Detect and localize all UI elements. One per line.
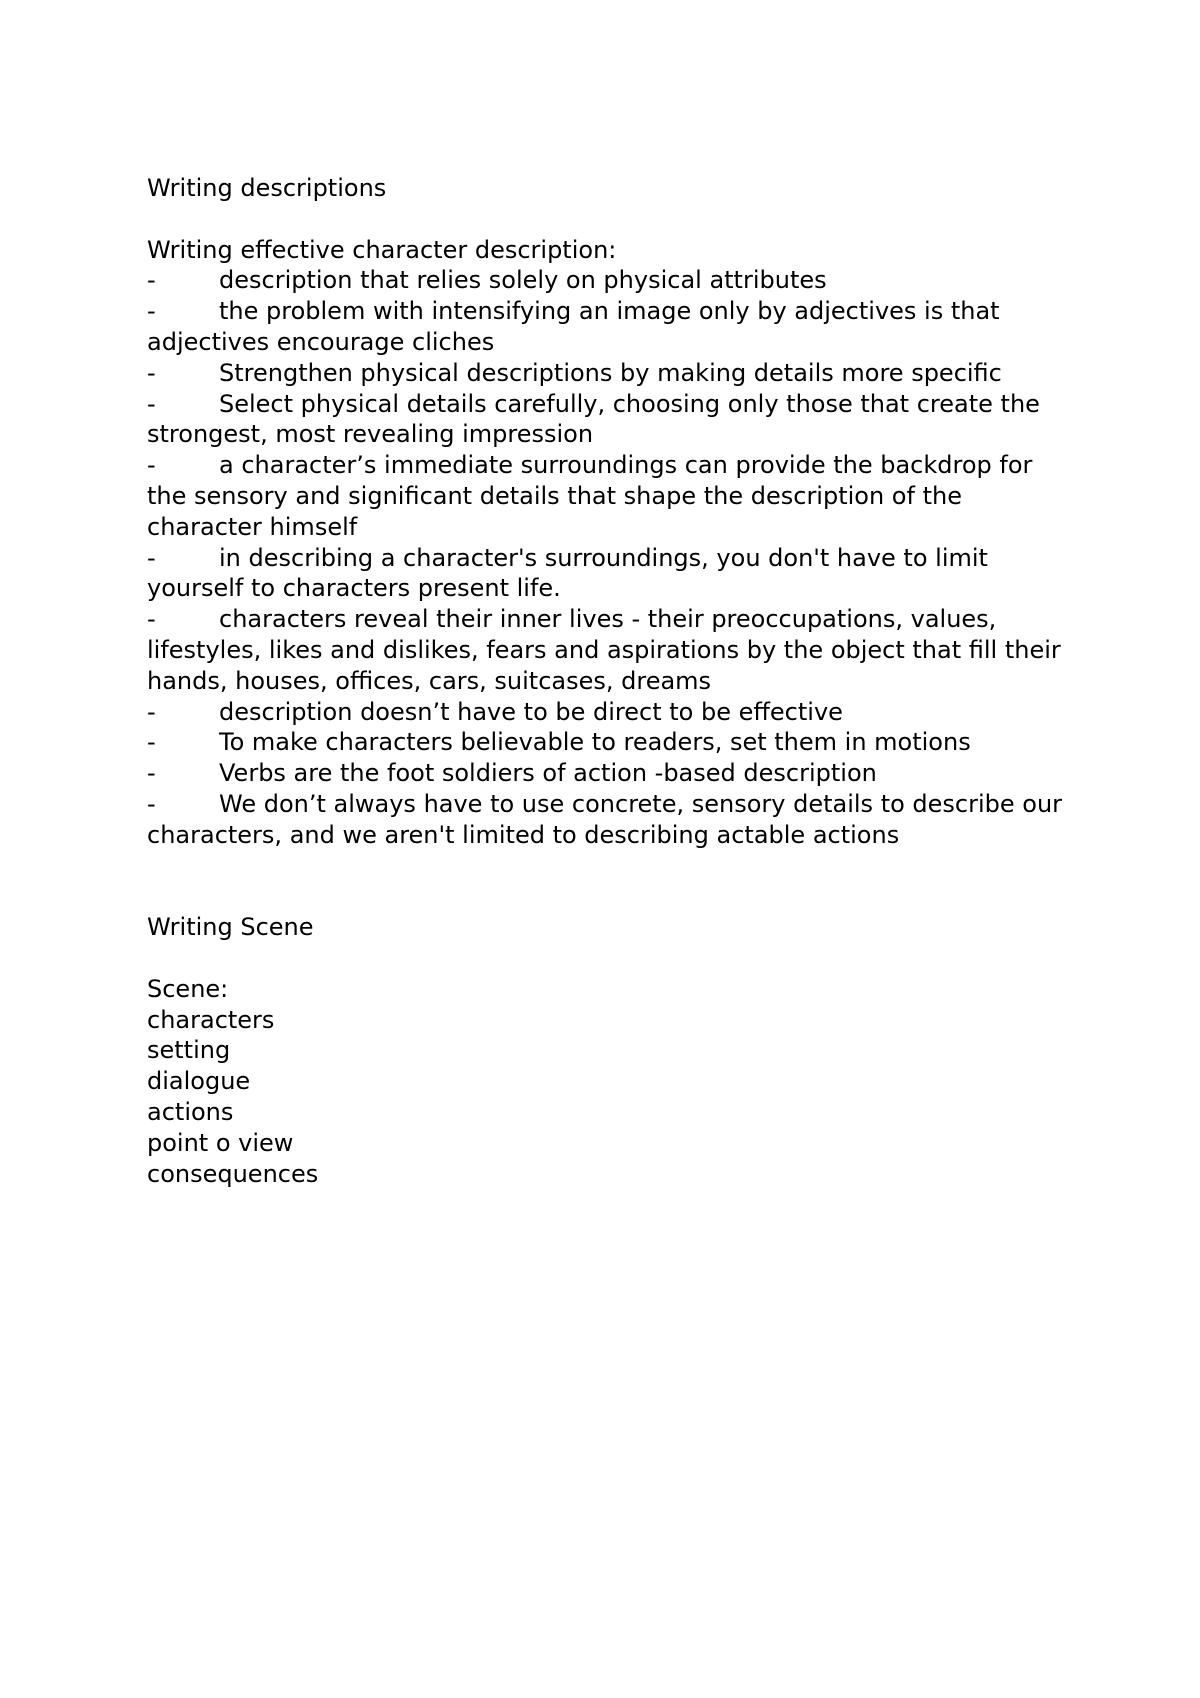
dash-marker: -	[147, 297, 156, 326]
section-heading-writing-descriptions: Writing descriptions	[147, 174, 387, 202]
list-item-text: description doesn’t have to be direct to be effective	[219, 697, 843, 726]
list-item	[147, 727, 1067, 758]
blank-line	[147, 204, 1067, 235]
list-item	[147, 358, 1067, 389]
list-item-text: We don’t always have to use concrete, sensory details to describe our characters, and we aren't limited to describing actable actions	[147, 789, 1063, 849]
list-item	[147, 604, 1067, 696]
list-item-text: To make characters believable to readers, set them in motions	[219, 728, 971, 757]
list-item-text: Strengthen physical descriptions by making details more specific	[219, 358, 1002, 387]
list-item: actions	[147, 1097, 234, 1126]
document-page	[147, 173, 1067, 1189]
scene-element-list	[147, 1005, 1067, 1190]
list-item	[147, 697, 1067, 728]
list-item-text: Select physical details carefully, choosing only those that create the strongest, most revealing impression	[147, 389, 1040, 449]
scene-intro-line: Scene:	[147, 974, 229, 1003]
dash-marker: -	[147, 543, 156, 572]
list-item	[147, 296, 1067, 358]
section-heading-writing-scene: Writing Scene	[147, 913, 314, 942]
list-item-text: characters reveal their inner lives - their preoccupations, values, lifestyles, likes and dislikes, fears and aspirations by the object that fill their hands, houses, offices, cars, suitcases, dreams	[147, 605, 1061, 695]
blank-line	[147, 943, 1067, 974]
list-item	[147, 450, 1067, 542]
list-item	[147, 543, 1067, 605]
list-item-text: a character’s immediate surroundings can provide the backdrop for the sensory and significant details that shape the description of the character himself	[147, 451, 1033, 541]
blank-line	[147, 851, 1067, 913]
dash-marker: -	[147, 358, 156, 387]
dash-marker: -	[147, 266, 156, 295]
dash-marker: -	[147, 697, 156, 726]
list-item	[147, 758, 1067, 789]
list-item	[147, 789, 1067, 851]
list-item-text: the problem with intensifying an image only by adjectives is that adjectives encourage cliches	[147, 297, 1000, 356]
dash-marker: -	[147, 451, 156, 480]
list-item: dialogue	[147, 1067, 251, 1096]
intro-line: Writing effective character description:	[147, 235, 617, 264]
list-item: setting	[147, 1036, 231, 1065]
list-item: characters	[147, 1005, 275, 1034]
list-item-text: Verbs are the foot soldiers of action -based description	[219, 759, 877, 788]
list-item	[147, 389, 1067, 451]
list-item-text: description that relies solely on physical attributes	[219, 266, 827, 295]
dash-marker: -	[147, 728, 156, 757]
dash-marker: -	[147, 789, 156, 818]
list-item-text: in describing a character's surroundings, you don't have to limit yourself to characters present life.	[147, 543, 988, 603]
dash-marker: -	[147, 605, 156, 634]
list-item	[147, 265, 1067, 296]
list-item: point o view	[147, 1128, 294, 1157]
description-bullet-list	[147, 265, 1067, 850]
dash-marker: -	[147, 389, 156, 418]
list-item: consequences	[147, 1159, 319, 1188]
dash-marker: -	[147, 759, 156, 788]
